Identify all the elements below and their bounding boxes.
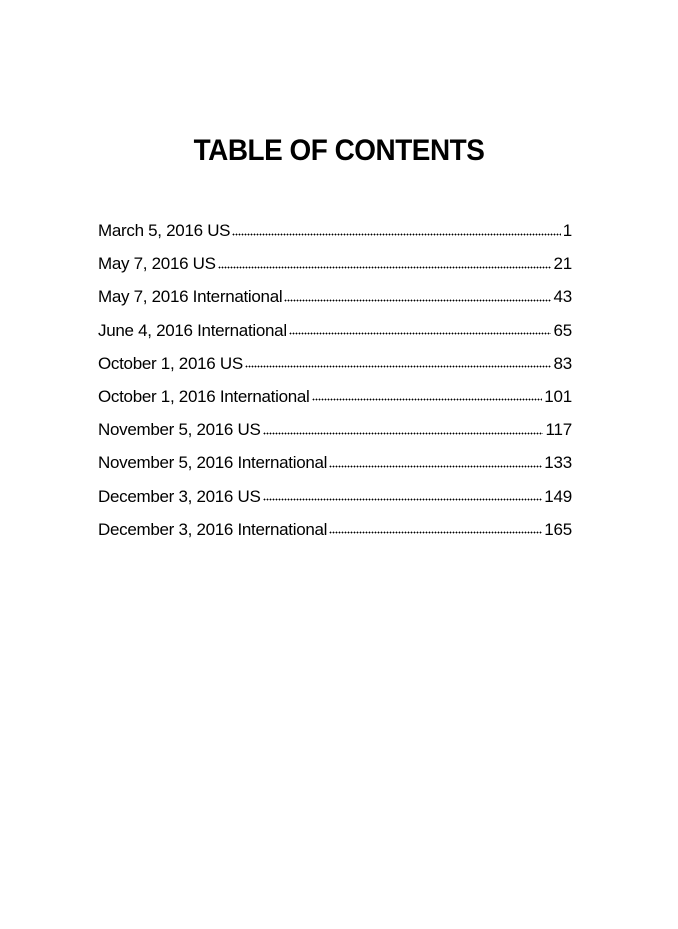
toc-entry[interactable] [98,449,572,482]
toc-entry-page-number: 165 [544,519,572,539]
dot-leader [329,464,542,468]
toc-entry-page-number: 43 [553,287,572,307]
toc-entry-label: December 3, 2016 International [98,519,328,539]
toc-entry-page-number: 149 [544,486,572,506]
toc-entry-label: March 5, 2016 US [98,221,231,240]
dot-leader [245,365,552,369]
page-title: TABLE OF CONTENTS [193,134,485,167]
toc-entry[interactable] [98,250,572,283]
toc-entry-label: December 3, 2016 US [98,486,261,506]
toc-entry-label: October 1, 2016 International [98,386,310,406]
toc-entry-label: May 7, 2016 International [98,287,283,307]
toc-entry[interactable] [98,383,572,416]
toc-entry-page-number: 101 [544,386,572,406]
toc-entry-page-number: 21 [553,254,572,274]
toc-entry-label: June 4, 2016 International [98,320,287,340]
toc-entry-label: November 5, 2016 International [98,453,328,473]
toc-entry[interactable] [98,416,572,449]
dot-leader [312,398,543,402]
dot-leader [284,298,551,302]
toc-entry[interactable] [98,350,572,383]
toc-entry[interactable] [98,283,572,316]
dot-leader [289,332,552,336]
dot-leader [232,232,561,236]
dot-leader [218,265,552,269]
dot-leader [329,531,542,535]
toc-entry-page-number: 133 [544,453,572,473]
toc-entry-label: November 5, 2016 US [98,420,261,440]
toc-entry[interactable] [98,516,572,549]
toc-entry-label: October 1, 2016 US [98,353,243,373]
toc-entry-page-number: 65 [553,320,572,340]
toc-entry-page-number: 83 [553,353,572,373]
toc-entry-label: May 7, 2016 US [98,254,216,274]
dot-leader [263,498,543,502]
toc-entry[interactable] [98,317,572,350]
toc-entry-page-number: 117 [545,420,572,440]
toc-entry[interactable] [98,483,572,516]
toc-entry[interactable] [98,217,572,250]
toc-entry-page-number: 1 [562,221,572,240]
dot-leader [263,431,544,435]
toc-list [98,217,572,549]
